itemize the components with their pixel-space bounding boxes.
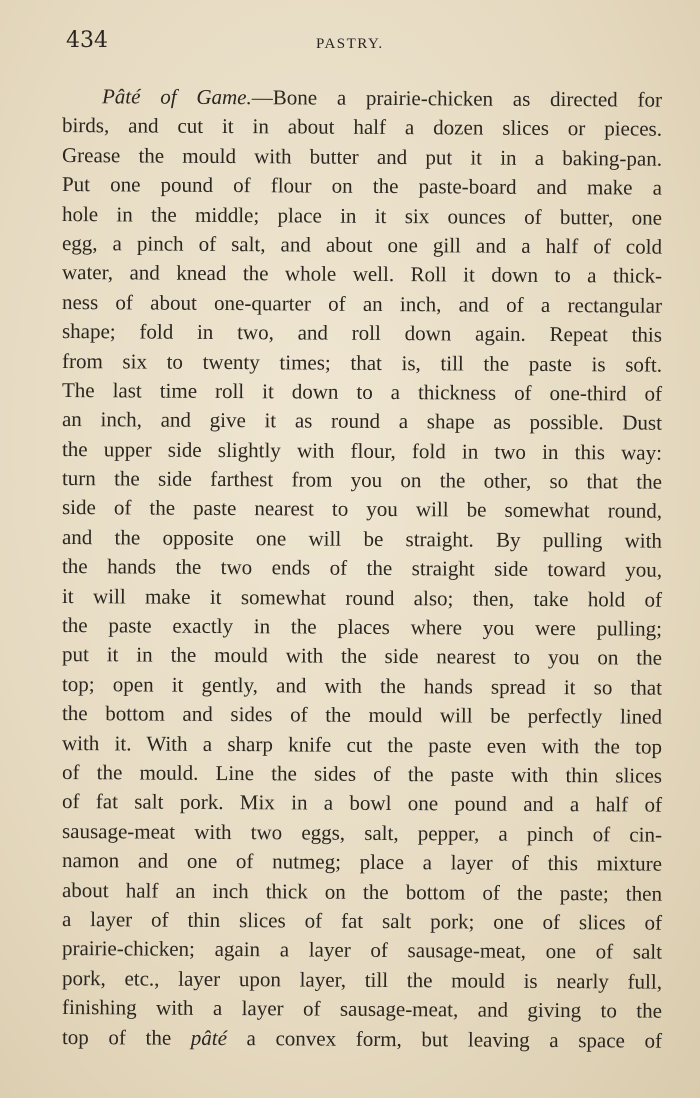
text-line: of the mould. Line the sides of the paste with thin slices — [61, 759, 663, 788]
body-text — [62, 82, 662, 1052]
text-line: birds, and cut it in about half a dozen slices or pieces. — [61, 113, 663, 142]
text-line — [62, 1023, 662, 1056]
text-line-content: —Bone a prairie-chicken as directed for — [251, 85, 663, 112]
text-line: with it. With a sharp knife cut the paste even with the top — [61, 730, 663, 759]
text-line: the hands the two ends of the straight side toward you, — [61, 554, 663, 582]
text-line: the paste exactly in the places where you were pulling; — [61, 613, 663, 641]
text-line: water, and knead the whole well. Roll it down to a thick- — [61, 260, 663, 289]
text-line: from six to twenty times; that is, till the paste is soft. — [61, 348, 663, 377]
text-line: ness of about one-quarter of an inch, and of a rectangular — [61, 289, 663, 318]
italic-term: pâté — [190, 1025, 228, 1050]
text-line: an inch, and give it as round a shape as possible. Dust — [61, 407, 663, 435]
text-line: shape; fold in two, and roll down again. Repeat this — [61, 319, 663, 347]
text-line-part: a convex form, but leaving a space of — [226, 1025, 663, 1053]
text-line: Put one pound of flour on the paste-board and make a — [61, 172, 663, 200]
recipe-title: Pâté of Game. — [101, 84, 252, 110]
text-line: side of the paste nearest to you will be somewhat round, — [61, 495, 663, 524]
text-line: The last time roll it down to a thickness of one-third of — [61, 377, 663, 406]
text-line: sausage-meat with two eggs, salt, pepper, a pinch of cin- — [61, 818, 663, 847]
text-line: turn the side farthest from you on the other, so that the — [61, 466, 663, 494]
page-number: 434 — [66, 28, 108, 53]
text-line: of fat salt pork. Mix in a bowl one pound and a half of — [61, 789, 663, 818]
text-line-part: top of the — [61, 1024, 191, 1050]
text-line: prairie-chicken; again a layer of sausage-meat, one of salt — [61, 936, 663, 964]
text-line: egg, a pinch of salt, and about one gill and a half of cold — [61, 230, 663, 259]
running-head: PASTRY. — [316, 36, 384, 52]
text-line: it will make it somewhat round also; then, take hold of — [61, 583, 663, 612]
text-line: Grease the mould with butter and put it in a baking-pan. — [61, 142, 663, 171]
text-line: and the opposite one will be straight. By pulling with — [61, 524, 663, 553]
text-line: finishing with a layer of sausage-meat, and giving to the — [61, 995, 663, 1023]
text-line: put it in the mould with the side nearest to you on the — [61, 642, 663, 671]
text-line: about half an inch thick on the bottom of the paste; then — [61, 877, 663, 906]
text-line — [62, 82, 662, 115]
text-line: the bottom and sides of the mould will be perfectly lined — [61, 701, 663, 729]
text-line: hole in the middle; place in it six ounces of butter, one — [61, 201, 663, 230]
text-line: top; open it gently, and with the hands spread it so that — [61, 671, 663, 700]
text-line: namon and one of nutmeg; place a layer of this mixture — [61, 848, 663, 876]
text-line: pork, etc., layer upon layer, till the mould is nearly full, — [61, 965, 663, 994]
text-line: a layer of thin slices of fat salt pork; one of slices of — [61, 906, 663, 935]
text-line: the upper side slightly with flour, fold in two in this way: — [61, 436, 663, 465]
